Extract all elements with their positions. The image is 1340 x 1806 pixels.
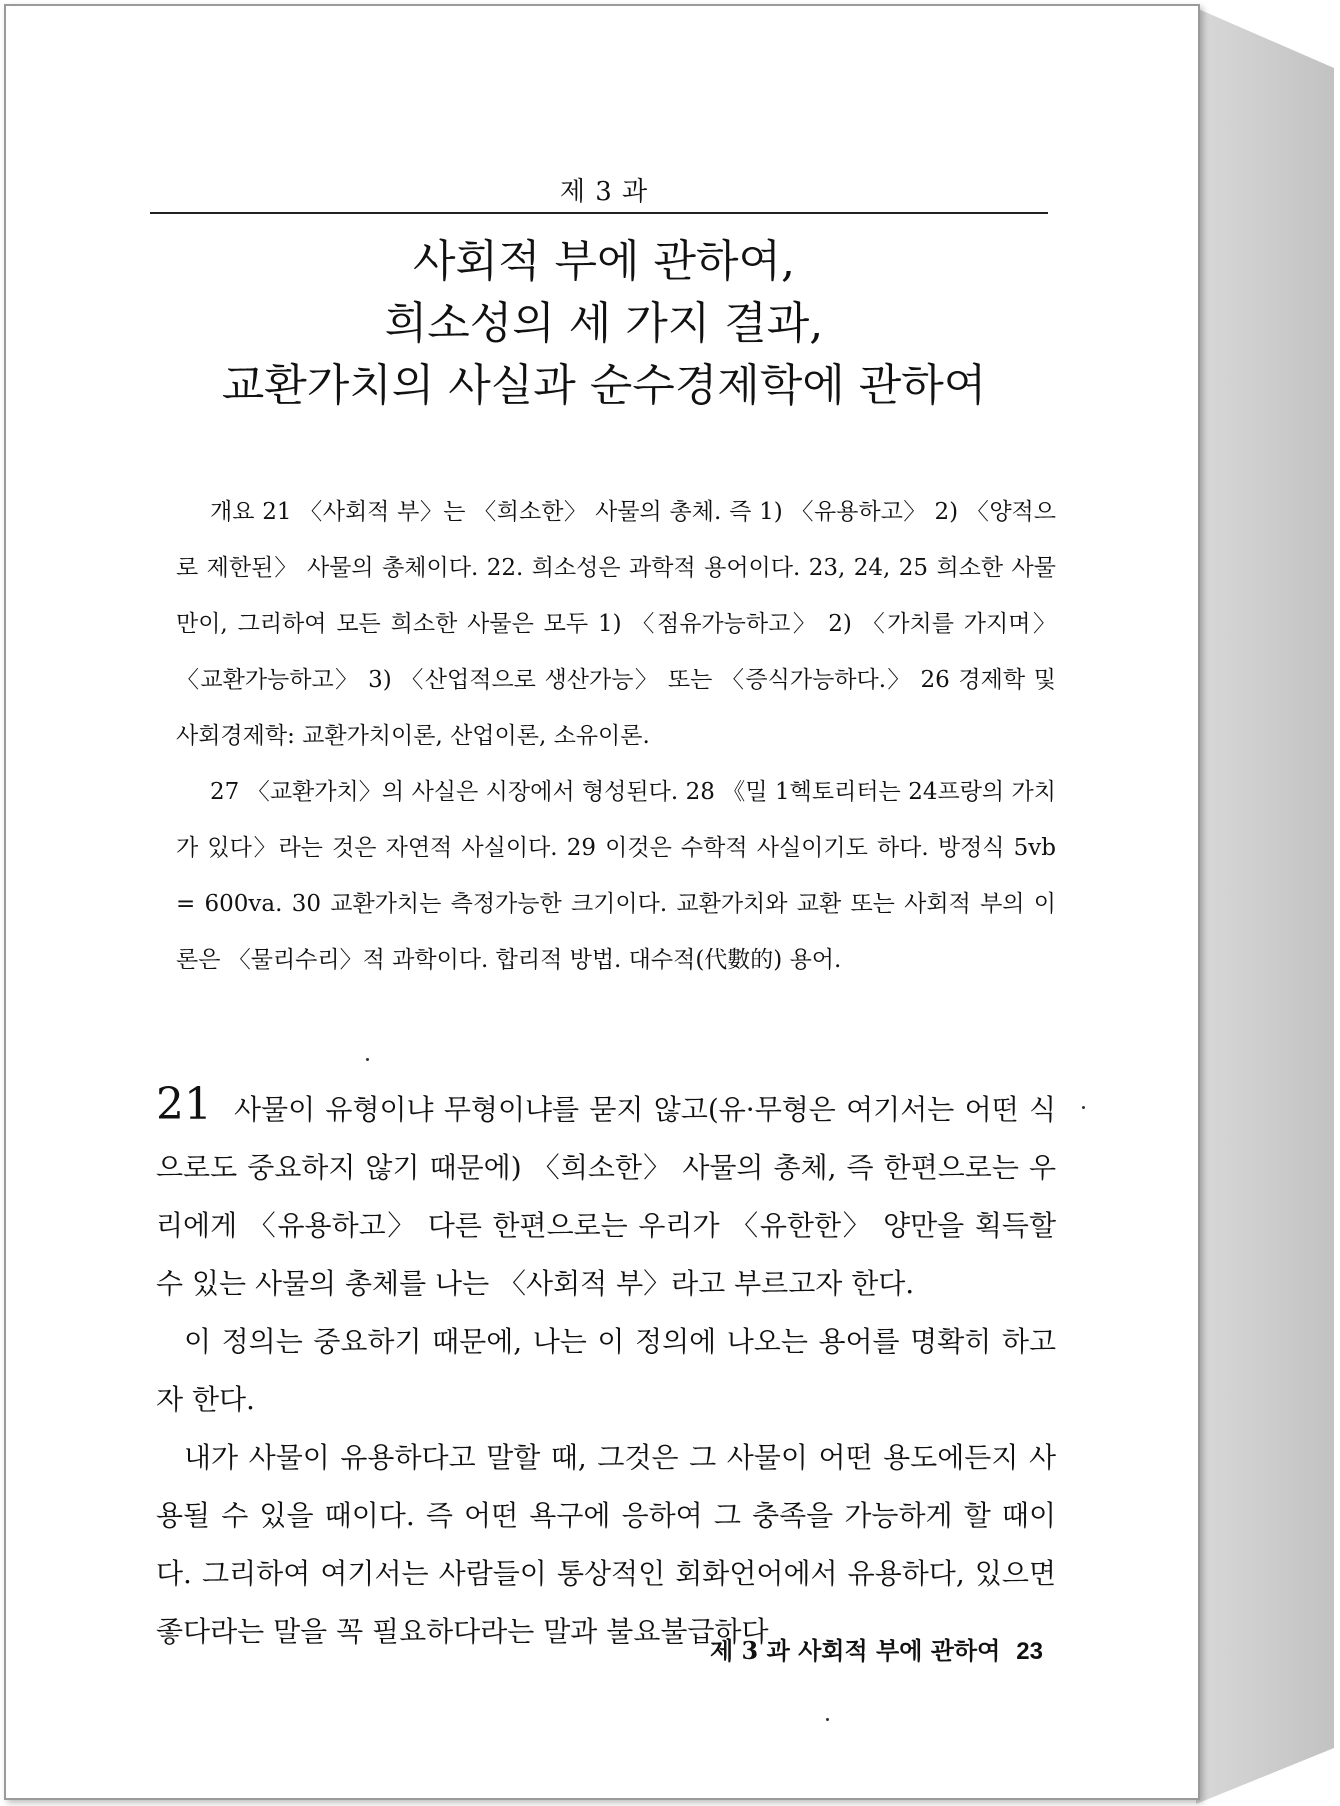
stray-dot xyxy=(826,1718,829,1721)
page-number: 23 xyxy=(1016,1638,1043,1665)
stray-dot xyxy=(1082,1106,1085,1109)
chapter-title xyxy=(6,231,1202,417)
running-head: 제 3 과 사회적 부에 관하여 xyxy=(709,1636,1001,1665)
chapter-summary xyxy=(176,484,1056,988)
title-line-1: 사회적 부에 관하여, xyxy=(413,236,795,287)
book-edge xyxy=(1196,8,1334,1804)
stray-dot xyxy=(366,1058,369,1061)
book-page xyxy=(4,4,1200,1800)
main-text xyxy=(156,1076,1056,1661)
page-footer xyxy=(710,1631,1043,1666)
body-paragraph-3: 내가 사물이 유용하다고 말할 때, 그것은 그 사물이 어떤 용도에든지 사용될 수 있을 때이다. 즉 어떤 욕구에 응하여 그 충족을 가능하게 할 때이다. 그리하여 여기서는 사람들이 통상적인 회화언어에서 유용하다, 있으면 좋다라는 말을 꼭 필요하다라는 말과 불요불급하다 xyxy=(156,1441,1056,1648)
body-paragraph-1 xyxy=(156,1076,1056,1313)
body-paragraph-2: 이 정의는 중요하기 때문에, 나는 이 정의에 나오는 용어를 명확히 하고자 한다. xyxy=(156,1325,1056,1416)
summary-paragraph-1: 개요 21 〈사회적 부〉는 〈희소한〉 사물의 총체. 즉 1) 〈유용하고〉 2) 〈양적으로 제한된〉 사물의 총체이다. 22. 희소성은 과학적 용어이다. 23, 24, 25 희소한 사물만이, 그리하여 모든 희소한 사물은 모두 1) 〈점유가능하고〉 2) 〈가치를 가지며〉 〈교환가능하고〉 3) 〈산업적으로 생산가능〉 또는 〈증식가능하다.〉 26 경제학 및 사회경제학: 교환가치이론, 산업이론, 소유이론. xyxy=(176,499,1056,749)
title-line-3: 교환가치의 사실과 순수경제학에 관하여 xyxy=(221,360,987,411)
summary-paragraph-2: 27 〈교환가치〉의 사실은 시장에서 형성된다. 28 《밀 1헥토리터는 24프랑의 가치가 있다〉라는 것은 자연적 사실이다. 29 이것은 수학적 사실이기도 하다. 방정식 5vb = 600va. 30 교환가치는 측정가능한 크기이다. 교환가치와 교환 또는 사회적 부의 이론은 〈물리수리〉적 과학이다. 합리적 방법. 대수적(代數的) 용어. xyxy=(176,779,1056,973)
body-paragraph-1-text: 사물이 유형이냐 무형이냐를 묻지 않고(유·무형은 여기서는 어떤 식으로도 중요하지 않기 때문에) 〈희소한〉 사물의 총체, 즉 한편으로는 우리에게 〈유용하고〉 다른 한편으로는 우리가 〈유한한〉 양만을 획득할 수 있는 사물의 총체를 나는 〈사회적 부〉라고 부르고자 한다. xyxy=(156,1093,1056,1300)
section-number: 21 xyxy=(156,1079,212,1130)
header-rule xyxy=(150,212,1048,214)
lesson-number: 제 3 과 xyxy=(559,177,649,207)
title-line-2: 희소성의 세 가지 결과, xyxy=(384,298,824,349)
